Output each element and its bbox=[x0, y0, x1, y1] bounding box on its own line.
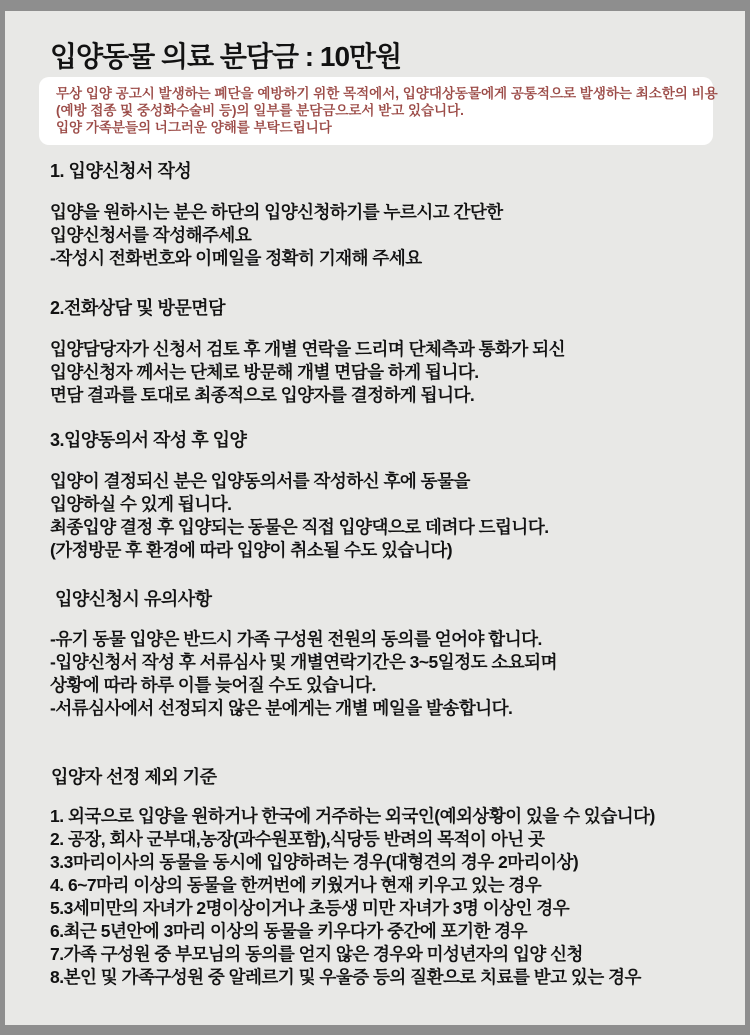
section-body-step1 bbox=[50, 201, 503, 270]
exclusion-item: 7.가족 구성원 중 부모님의 동의를 얻지 않은 경우와 미성년자의 입양 신청 bbox=[50, 944, 583, 964]
fee-notice-line: (예방 접종 및 중성화수술비 등)의 일부를 분담금으로서 받고 있습니다. bbox=[56, 103, 464, 118]
exclusion-item: 8.본인 및 가족구성원 중 알레르기 및 우울증 등의 질환으로 치료를 받고 있는 경우 bbox=[50, 967, 641, 987]
paragraph-line: 면담 결과를 토대로 최종적으로 입양자를 결정하게 됩니다. bbox=[50, 385, 475, 405]
paragraph-line: -서류심사에서 선정되지 않은 분에게는 개별 메일을 발송합니다. bbox=[50, 698, 513, 718]
fee-notice-line: 입양 가족분들의 너그러운 양해를 부탁드립니다 bbox=[56, 120, 332, 135]
paragraph-line: -입양신청서 작성 후 서류심사 및 개별연락기간은 3~5일정도 소요되며 bbox=[50, 652, 557, 672]
exclusion-item: 6.최근 5년안에 3마리 이상의 동물을 키우다가 중간에 포기한 경우 bbox=[50, 921, 528, 941]
exclusion-item: 4. 6~7마리 이상의 동물을 한꺼번에 키웠거나 현재 키우고 있는 경우 bbox=[50, 875, 542, 895]
section-heading-step1: 1. 입양신청서 작성 bbox=[50, 161, 192, 181]
notice-page bbox=[5, 11, 745, 1025]
exclusion-item: 2. 공장, 회사 군부대,농장(과수원포함),식당등 반려의 목적이 아닌 곳 bbox=[50, 829, 545, 849]
exclusion-item: 3.3마리이사의 동물을 동시에 입양하려는 경우(대형견의 경우 2마리이상) bbox=[50, 852, 579, 872]
paragraph-line: -작성시 전화번호와 이메일을 정확히 기재해 주세요 bbox=[50, 248, 422, 268]
exclusion-item: 5.3세미만의 자녀가 2명이상이거나 초등생 미만 자녀가 3명 이상인 경우 bbox=[50, 898, 570, 918]
section-body-cautions bbox=[50, 628, 557, 720]
paragraph-line: 입양을 원하시는 분은 하단의 입양신청하기를 누르시고 간단한 bbox=[50, 202, 503, 222]
paragraph-line: 입양담당자가 신청서 검토 후 개별 연락을 드리며 단체측과 통화가 되신 bbox=[50, 339, 566, 359]
section-heading-cautions: 입양신청시 유의사항 bbox=[55, 589, 212, 609]
paragraph-line: 입양이 결정되신 분은 입양동의서를 작성하신 후에 동물을 bbox=[50, 471, 470, 491]
page-title: 입양동물 의료 분담금 : 10만원 bbox=[50, 41, 402, 72]
fee-notice-line: 무상 입양 공고시 발생하는 폐단을 예방하기 위한 목적에서, 입양대상동물에게 공통적으로 발생하는 최소한의 비용 bbox=[56, 86, 718, 101]
section-heading-exclusion: 입양자 선정 제외 기준 bbox=[51, 767, 217, 787]
paragraph-line: 상황에 따라 하루 이틀 늦어질 수도 있습니다. bbox=[50, 675, 376, 695]
paragraph-line: 입양신청자 께서는 단체로 방문해 개별 면담을 하게 됩니다. bbox=[50, 362, 479, 382]
exclusion-criteria-list bbox=[50, 805, 655, 989]
fee-notice-box bbox=[39, 77, 718, 145]
section-heading-step3: 3.입양동의서 작성 후 입양 bbox=[50, 430, 247, 450]
section-body-step3 bbox=[50, 470, 549, 562]
paragraph-line: 입양하실 수 있게 됩니다. bbox=[50, 494, 232, 514]
paragraph-line: -유기 동물 입양은 반드시 가족 구성원 전원의 동의를 얻어야 합니다. bbox=[50, 629, 542, 649]
paragraph-line: (가정방문 후 환경에 따라 입양이 취소될 수도 있습니다) bbox=[50, 540, 453, 560]
paragraph-line: 입양신청서를 작성해주세요 bbox=[50, 225, 252, 245]
exclusion-item: 1. 외국으로 입양을 원하거나 한국에 거주하는 외국인(예외상황이 있을 수 있습니다) bbox=[50, 806, 655, 826]
section-heading-step2: 2.전화상담 및 방문면담 bbox=[50, 298, 226, 318]
paragraph-line: 최종입양 결정 후 입양되는 동물은 직접 입양댁으로 데려다 드립니다. bbox=[50, 517, 549, 537]
section-body-step2 bbox=[50, 338, 565, 407]
